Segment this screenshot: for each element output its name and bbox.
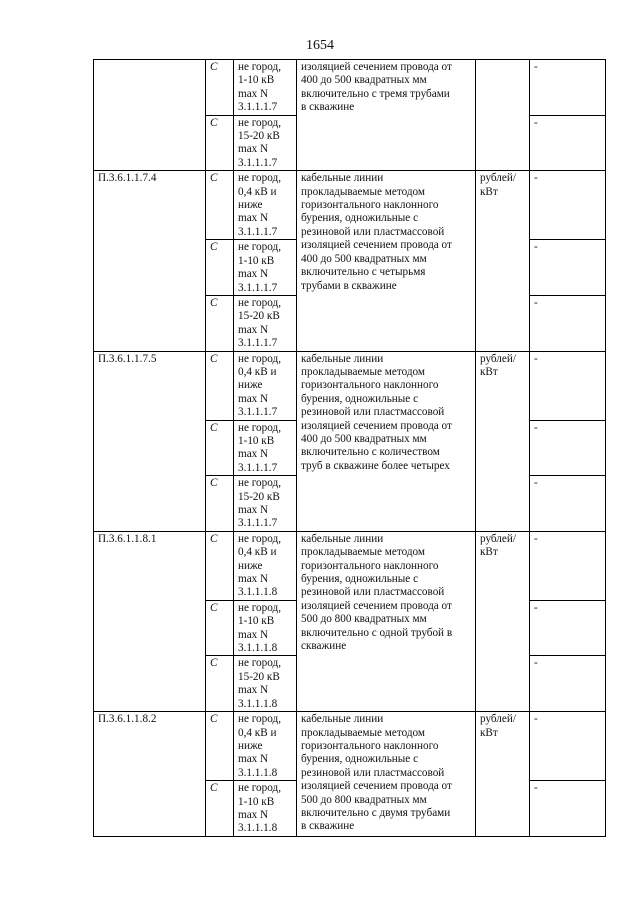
cell-line: 500 до 800 квадратных мм: [301, 793, 427, 806]
cell-line: max N: [238, 808, 269, 821]
cell-line: прокладываемые методом: [301, 365, 426, 378]
cell-line: 1-10 кВ: [238, 254, 275, 267]
voltage-cell: [234, 240, 297, 296]
table-row: [94, 60, 606, 116]
value-cell: -: [530, 115, 606, 171]
cell-line: кВт: [480, 365, 498, 378]
category-cell: C: [206, 351, 234, 420]
cell-line: не город,: [238, 601, 282, 614]
cell-line: не город,: [238, 61, 282, 73]
item-code: П.3.6.1.1.7.5: [94, 351, 206, 531]
voltage-cell: [234, 115, 297, 171]
cell-line: горизонтального наклонного: [301, 559, 439, 572]
category-cell: C: [206, 600, 234, 656]
cell-line: кабельные линии: [301, 713, 384, 726]
cell-line: рублей/: [480, 352, 516, 365]
cell-line: не город,: [238, 657, 282, 670]
voltage-cell: [234, 600, 297, 656]
voltage-cell: [234, 531, 297, 600]
cell-line: не город,: [238, 477, 282, 490]
cell-line: max N: [238, 753, 269, 766]
cell-line: включительно с двумя трубами: [301, 806, 451, 819]
category-cell: C: [206, 115, 234, 171]
cell-line: 400 до 500 квадратных мм: [301, 432, 427, 445]
cell-line: 3.1.1.1.7: [238, 281, 278, 294]
table-row: [94, 531, 606, 600]
cell-line: 3.1.1.1.7: [238, 225, 278, 238]
cell-line: не город,: [238, 782, 282, 795]
cell-line: кВт: [480, 546, 498, 559]
cell-line: 3.1.1.1.7: [238, 156, 278, 169]
category-cell: C: [206, 60, 234, 116]
value-cell: -: [530, 531, 606, 600]
cell-line: бурения, одножильные с: [301, 753, 419, 766]
item-code: П.3.6.1.1.8.2: [94, 712, 206, 837]
cell-line: 3.1.1.1.8: [238, 697, 278, 710]
cell-line: рублей/: [480, 172, 516, 185]
value-cell: -: [530, 781, 606, 837]
voltage-cell: [234, 781, 297, 837]
cell-line: кВт: [480, 726, 498, 739]
table-row: [94, 712, 606, 781]
cell-line: 0,4 кВ и: [238, 185, 277, 198]
tariff-table: [93, 59, 606, 837]
cell-line: прокладываемые методом: [301, 185, 426, 198]
cell-line: не город,: [238, 713, 282, 726]
unit-cell: [476, 531, 530, 711]
cell-line: max N: [238, 87, 269, 100]
description-cell: [297, 171, 476, 351]
category-cell: C: [206, 420, 234, 476]
cell-line: включительно с четырьмя: [301, 266, 426, 279]
cell-line: трубами в скважине: [301, 279, 397, 292]
cell-line: ниже: [238, 379, 263, 392]
unit-cell: [476, 171, 530, 351]
cell-line: 15-20 кВ: [238, 310, 280, 323]
value-cell: -: [530, 600, 606, 656]
cell-line: max N: [238, 392, 269, 405]
cell-line: ниже: [238, 199, 263, 212]
category-cell: C: [206, 476, 234, 532]
cell-line: изоляцией сечением провода от: [301, 61, 452, 73]
cell-line: скважине: [301, 640, 347, 653]
cell-line: кВт: [480, 185, 498, 198]
value-cell: -: [530, 295, 606, 351]
value-cell: -: [530, 60, 606, 116]
cell-line: прокладываемые методом: [301, 546, 426, 559]
voltage-cell: [234, 60, 297, 116]
category-cell: C: [206, 712, 234, 781]
item-code: П.3.6.1.1.8.1: [94, 531, 206, 711]
category-cell: C: [206, 656, 234, 712]
cell-line: не город,: [238, 421, 282, 434]
cell-line: рублей/: [480, 713, 516, 726]
cell-line: 0,4 кВ и: [238, 546, 277, 559]
voltage-cell: [234, 295, 297, 351]
cell-line: 1-10 кВ: [238, 795, 275, 808]
cell-line: max N: [238, 143, 269, 156]
cell-line: max N: [238, 504, 269, 516]
cell-line: max N: [238, 268, 269, 281]
cell-line: кабельные линии: [301, 532, 384, 545]
unit-cell: [476, 60, 530, 171]
cell-line: включительно с тремя трубами: [301, 87, 450, 100]
description-cell: [297, 60, 476, 171]
voltage-cell: [234, 712, 297, 781]
value-cell: -: [530, 171, 606, 240]
page-number: 1654: [306, 38, 334, 53]
cell-line: 400 до 500 квадратных мм: [301, 74, 427, 87]
description-cell: [297, 531, 476, 711]
cell-line: не город,: [238, 352, 282, 365]
cell-line: включительно с количеством: [301, 446, 440, 459]
cell-line: изоляцией сечением провода от: [301, 780, 452, 793]
cell-line: не город,: [238, 241, 282, 254]
cell-line: 0,4 кВ и: [238, 726, 277, 739]
unit-cell: [476, 712, 530, 837]
cell-line: max N: [238, 212, 269, 225]
cell-line: max N: [238, 684, 269, 697]
cell-line: не город,: [238, 296, 282, 309]
table-row: [94, 171, 606, 240]
cell-line: горизонтального наклонного: [301, 739, 439, 752]
cell-line: max N: [238, 448, 269, 461]
unit-cell: [476, 351, 530, 531]
value-cell: -: [530, 712, 606, 781]
cell-line: 1-10 кВ: [238, 74, 275, 87]
category-cell: C: [206, 295, 234, 351]
cell-line: ниже: [238, 739, 263, 752]
cell-line: резиновой или пластмассовой: [301, 406, 445, 419]
cell-line: резиновой или пластмассовой: [301, 766, 445, 779]
cell-line: 3.1.1.1.8: [238, 642, 278, 655]
voltage-cell: [234, 351, 297, 420]
item-code: [94, 60, 206, 171]
cell-line: 3.1.1.1.7: [238, 461, 278, 474]
table-row: [94, 351, 606, 420]
cell-line: не город,: [238, 172, 282, 185]
cell-line: в скважине: [301, 101, 355, 114]
cell-line: горизонтального наклонного: [301, 379, 439, 392]
cell-line: 1-10 кВ: [238, 615, 275, 628]
cell-line: включительно с одной трубой в: [301, 626, 453, 639]
voltage-cell: [234, 420, 297, 476]
cell-line: 3.1.1.1.7: [238, 337, 278, 350]
cell-line: кабельные линии: [301, 172, 384, 185]
cell-line: max N: [238, 573, 269, 586]
cell-line: бурения, одножильные с: [301, 392, 419, 405]
cell-line: в скважине: [301, 820, 355, 833]
voltage-cell: [234, 656, 297, 712]
cell-line: резиновой или пластмассовой: [301, 225, 445, 238]
cell-line: бурения, одножильные с: [301, 212, 419, 225]
cell-line: max N: [238, 323, 269, 336]
item-code: П.3.6.1.1.7.4: [94, 171, 206, 351]
cell-line: 3.1.1.1.7: [238, 101, 278, 114]
cell-line: бурения, одножильные с: [301, 573, 419, 586]
value-cell: -: [530, 656, 606, 712]
cell-line: 15-20 кВ: [238, 490, 280, 503]
value-cell: -: [530, 476, 606, 532]
cell-line: резиновой или пластмассовой: [301, 586, 445, 599]
voltage-cell: [234, 476, 297, 532]
cell-line: 3.1.1.1.8: [238, 586, 278, 599]
value-cell: -: [530, 420, 606, 476]
category-cell: C: [206, 531, 234, 600]
cell-line: ниже: [238, 559, 263, 572]
cell-line: max N: [238, 628, 269, 641]
cell-line: 1-10 кВ: [238, 434, 275, 447]
tariff-table-body: [94, 60, 606, 837]
cell-line: 15-20 кВ: [238, 130, 280, 143]
cell-line: изоляцией сечением провода от: [301, 239, 452, 252]
description-cell: [297, 712, 476, 837]
cell-line: 400 до 500 квадратных мм: [301, 252, 427, 265]
cell-line: 3.1.1.1.8: [238, 822, 278, 835]
cell-line: 15-20 кВ: [238, 670, 280, 683]
cell-line: 3.1.1.1.8: [238, 766, 278, 779]
category-cell: C: [206, 240, 234, 296]
cell-line: прокладываемые методом: [301, 726, 426, 739]
category-cell: C: [206, 781, 234, 837]
voltage-cell: [234, 171, 297, 240]
cell-line: 500 до 800 квадратных мм: [301, 613, 427, 626]
cell-line: изоляцией сечением провода от: [301, 419, 452, 432]
description-cell: [297, 351, 476, 531]
cell-line: рублей/: [480, 532, 516, 545]
cell-line: 3.1.1.1.7: [238, 406, 278, 419]
cell-line: не город,: [238, 532, 282, 545]
value-cell: -: [530, 351, 606, 420]
cell-line: кабельные линии: [301, 352, 384, 365]
cell-line: горизонтального наклонного: [301, 199, 439, 212]
cell-line: труб в скважине более четырех: [301, 459, 450, 472]
category-cell: C: [206, 171, 234, 240]
cell-line: 3.1.1.1.7: [238, 517, 278, 530]
cell-line: изоляцией сечением провода от: [301, 599, 452, 612]
cell-line: не город,: [238, 116, 282, 129]
cell-line: 0,4 кВ и: [238, 365, 277, 378]
value-cell: -: [530, 240, 606, 296]
